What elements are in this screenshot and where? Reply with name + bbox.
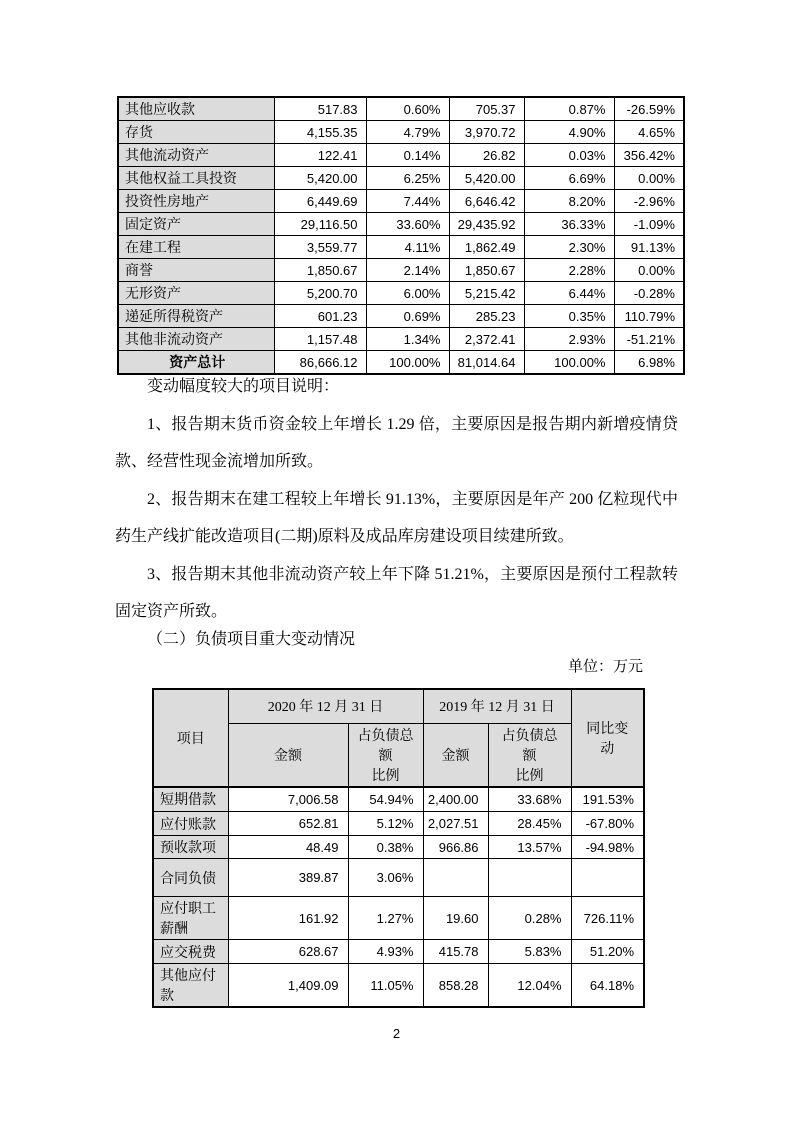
yoy-change-cell: 51.20%	[571, 940, 644, 964]
table-row	[118, 213, 684, 236]
table-row	[118, 328, 684, 351]
amount-2019-cell: 5,215.42	[449, 282, 524, 305]
pct-2019-cell: 12.04%	[488, 964, 571, 1008]
header-amount-2019: 金额	[423, 723, 488, 787]
amount-2020-cell: 1,409.09	[228, 964, 348, 1008]
item-label-cell: 应付职工薪酬	[153, 897, 228, 940]
header-yoy-line2: 动	[600, 741, 615, 757]
pct-2020-cell: 6.25%	[366, 167, 449, 190]
pct-2020-cell: 1.34%	[366, 328, 449, 351]
header-pct-line1: 占负债总	[357, 728, 414, 744]
pct-2019-cell: 2.30%	[524, 236, 614, 259]
header-pct-line2: 额	[522, 748, 537, 764]
liability-changes-table	[152, 688, 645, 1008]
amount-2020-cell: 652.81	[228, 812, 348, 836]
amount-2019-cell: 2,372.41	[449, 328, 524, 351]
header-date-2020: 2020 年 12 月 31 日	[228, 689, 423, 723]
yoy-change-cell: 0.00%	[614, 167, 684, 190]
header-pct-line3: 比例	[515, 768, 544, 784]
pct-2020-cell: 3.06%	[348, 859, 423, 897]
yoy-change-cell: 6.98%	[614, 351, 684, 375]
amount-2020-cell: 5,420.00	[274, 167, 366, 190]
amount-2019-cell: 26.82	[449, 144, 524, 167]
pct-2019-cell: 6.69%	[524, 167, 614, 190]
unit-label: 单位：万元	[567, 659, 643, 675]
yoy-change-cell	[571, 859, 644, 897]
amount-2019-cell: 19.60	[423, 897, 488, 940]
pct-2020-cell: 0.38%	[348, 836, 423, 859]
amount-2019-cell: 858.28	[423, 964, 488, 1008]
amount-2019-cell: 6,646.42	[449, 190, 524, 213]
pct-2020-cell: 54.94%	[348, 787, 423, 812]
header-amount-2020: 金额	[228, 723, 348, 787]
pct-2019-cell: 6.44%	[524, 282, 614, 305]
table-row	[118, 121, 684, 144]
pct-2020-cell: 11.05%	[348, 964, 423, 1008]
table-row	[153, 964, 644, 1008]
pct-2019-cell: 8.20%	[524, 190, 614, 213]
header-pct-2020	[348, 723, 423, 787]
amount-2019-cell: 415.78	[423, 940, 488, 964]
pct-2020-cell: 1.27%	[348, 897, 423, 940]
amount-2019-cell: 966.86	[423, 836, 488, 859]
table-row	[118, 259, 684, 282]
amount-2019-cell: 1,850.67	[449, 259, 524, 282]
amount-2020-cell: 48.49	[228, 836, 348, 859]
amount-2020-cell: 1,157.48	[274, 328, 366, 351]
pct-2020-cell: 2.14%	[366, 259, 449, 282]
amount-2020-cell: 3,559.77	[274, 236, 366, 259]
pct-2019-cell: 5.83%	[488, 940, 571, 964]
table-row	[118, 144, 684, 167]
yoy-change-cell: -1.09%	[614, 213, 684, 236]
amount-2020-cell: 29,116.50	[274, 213, 366, 236]
page-number: 2	[392, 1026, 401, 1041]
yoy-change-cell: 356.42%	[614, 144, 684, 167]
pct-2019-cell: 0.28%	[488, 897, 571, 940]
amount-2019-cell: 81,014.64	[449, 351, 524, 375]
note-item-3: 3、报告期末其他非流动资产较上年下降 51.21%，主要原因是预付工程款转固定资产所致。	[115, 565, 678, 620]
amount-2019-cell: 285.23	[449, 305, 524, 328]
item-label-cell: 应付账款	[153, 812, 228, 836]
amount-2019-cell	[423, 859, 488, 897]
asset-changes-table	[117, 96, 685, 375]
pct-2019-cell: 100.00%	[524, 351, 614, 375]
pct-2020-cell: 100.00%	[366, 351, 449, 375]
yoy-change-cell: -51.21%	[614, 328, 684, 351]
item-label-cell: 应交税费	[153, 940, 228, 964]
table-row	[153, 897, 644, 940]
yoy-change-cell: 110.79%	[614, 305, 684, 328]
pct-2020-cell: 33.60%	[366, 213, 449, 236]
liability-table-header	[153, 689, 644, 787]
item-label-cell: 预收款项	[153, 836, 228, 859]
amount-2019-cell: 705.37	[449, 97, 524, 121]
pct-2020-cell: 5.12%	[348, 812, 423, 836]
pct-2020-cell: 0.69%	[366, 305, 449, 328]
pct-2019-cell: 0.35%	[524, 305, 614, 328]
yoy-change-cell: 4.65%	[614, 121, 684, 144]
pct-2019-cell: 4.90%	[524, 121, 614, 144]
item-label-cell: 其他应收款	[118, 97, 274, 121]
amount-2020-cell: 161.92	[228, 897, 348, 940]
amount-2019-cell: 29,435.92	[449, 213, 524, 236]
pct-2019-cell: 0.87%	[524, 97, 614, 121]
note-item-2: 2、报告期末在建工程较上年增长 91.13%，主要原因是年产 200 亿粒现代中药生产线扩能改造项目(二期)原料及成品库房建设项目续建所致。	[115, 490, 678, 545]
amount-2020-cell: 601.23	[274, 305, 366, 328]
yoy-change-cell: -94.98%	[571, 836, 644, 859]
yoy-change-cell: 0.00%	[614, 259, 684, 282]
item-label-cell: 在建工程	[118, 236, 274, 259]
pct-2019-cell: 28.45%	[488, 812, 571, 836]
pct-2019-cell: 0.03%	[524, 144, 614, 167]
amount-2019-cell: 3,970.72	[449, 121, 524, 144]
pct-2019-cell	[488, 859, 571, 897]
amount-2020-cell: 517.83	[274, 97, 366, 121]
pct-2019-cell: 36.33%	[524, 213, 614, 236]
table-row	[153, 940, 644, 964]
pct-2020-cell: 4.79%	[366, 121, 449, 144]
yoy-change-cell: -26.59%	[614, 97, 684, 121]
pct-2019-cell: 2.93%	[524, 328, 614, 351]
item-label-cell: 投资性房地产	[118, 190, 274, 213]
table-row	[118, 190, 684, 213]
amount-2020-cell: 6,449.69	[274, 190, 366, 213]
section-title: （二）负债项目重大变动情况	[147, 631, 356, 648]
item-label-cell: 存货	[118, 121, 274, 144]
amount-2019-cell: 2,400.00	[423, 787, 488, 812]
amount-2020-cell: 7,006.58	[228, 787, 348, 812]
table-row	[118, 167, 684, 190]
item-label-cell: 递延所得税资产	[118, 305, 274, 328]
header-pct-line2: 额	[378, 748, 393, 764]
table-row	[153, 859, 644, 897]
header-yoy-line1: 同比变	[586, 721, 629, 737]
pct-2020-cell: 0.14%	[366, 144, 449, 167]
pct-2019-cell: 33.68%	[488, 787, 571, 812]
amount-2020-cell: 5,200.70	[274, 282, 366, 305]
table-row	[153, 787, 644, 812]
item-label-cell: 合同负债	[153, 859, 228, 897]
table-row	[153, 812, 644, 836]
yoy-change-cell: -0.28%	[614, 282, 684, 305]
table-row	[118, 305, 684, 328]
header-row-dates	[153, 689, 644, 723]
table-row	[118, 282, 684, 305]
item-label-cell: 其他权益工具投资	[118, 167, 274, 190]
amount-2020-cell: 86,666.12	[274, 351, 366, 375]
header-pct-2019	[488, 723, 571, 787]
yoy-change-cell: 91.13%	[614, 236, 684, 259]
item-label-cell: 其他应付款	[153, 964, 228, 1008]
pct-2020-cell: 6.00%	[366, 282, 449, 305]
liability-table-body	[153, 787, 644, 1008]
table-row	[118, 236, 684, 259]
yoy-change-cell: 191.53%	[571, 787, 644, 812]
amount-2020-cell: 389.87	[228, 859, 348, 897]
amount-2020-cell: 1,850.67	[274, 259, 366, 282]
yoy-change-cell: -2.96%	[614, 190, 684, 213]
note-item-1: 1、报告期末货币资金较上年增长 1.29 倍，主要原因是报告期内新增疫情贷款、经营性现金流增加所致。	[115, 415, 678, 470]
notes-section	[115, 368, 678, 631]
item-label-cell: 短期借款	[153, 787, 228, 812]
pct-2019-cell: 2.28%	[524, 259, 614, 282]
item-label-cell: 固定资产	[118, 213, 274, 236]
header-pct-line1: 占负债总	[501, 728, 558, 744]
yoy-change-cell: 64.18%	[571, 964, 644, 1008]
amount-2020-cell: 122.41	[274, 144, 366, 167]
item-label-cell: 资产总计	[118, 351, 274, 375]
item-label-cell: 其他流动资产	[118, 144, 274, 167]
pct-2020-cell: 4.93%	[348, 940, 423, 964]
amount-2019-cell: 1,862.49	[449, 236, 524, 259]
item-label-cell: 无形资产	[118, 282, 274, 305]
item-label-cell: 其他非流动资产	[118, 328, 274, 351]
table-row	[153, 836, 644, 859]
amount-2020-cell: 4,155.35	[274, 121, 366, 144]
amount-2019-cell: 5,420.00	[449, 167, 524, 190]
amount-2019-cell: 2,027.51	[423, 812, 488, 836]
table-row	[118, 97, 684, 121]
header-item: 项目	[153, 689, 228, 787]
amount-2020-cell: 628.67	[228, 940, 348, 964]
yoy-change-cell: -67.80%	[571, 812, 644, 836]
yoy-change-cell: 726.11%	[571, 897, 644, 940]
item-label-cell: 商誉	[118, 259, 274, 282]
header-date-2019: 2019 年 12 月 31 日	[423, 689, 571, 723]
pct-2020-cell: 0.60%	[366, 97, 449, 121]
pct-2020-cell: 7.44%	[366, 190, 449, 213]
pct-2019-cell: 13.57%	[488, 836, 571, 859]
asset-table-body	[118, 97, 684, 374]
notes-intro: 变动幅度较大的项目说明：	[147, 378, 340, 395]
header-pct-line3: 比例	[371, 768, 400, 784]
pct-2020-cell: 4.11%	[366, 236, 449, 259]
header-yoy-change	[571, 689, 644, 787]
